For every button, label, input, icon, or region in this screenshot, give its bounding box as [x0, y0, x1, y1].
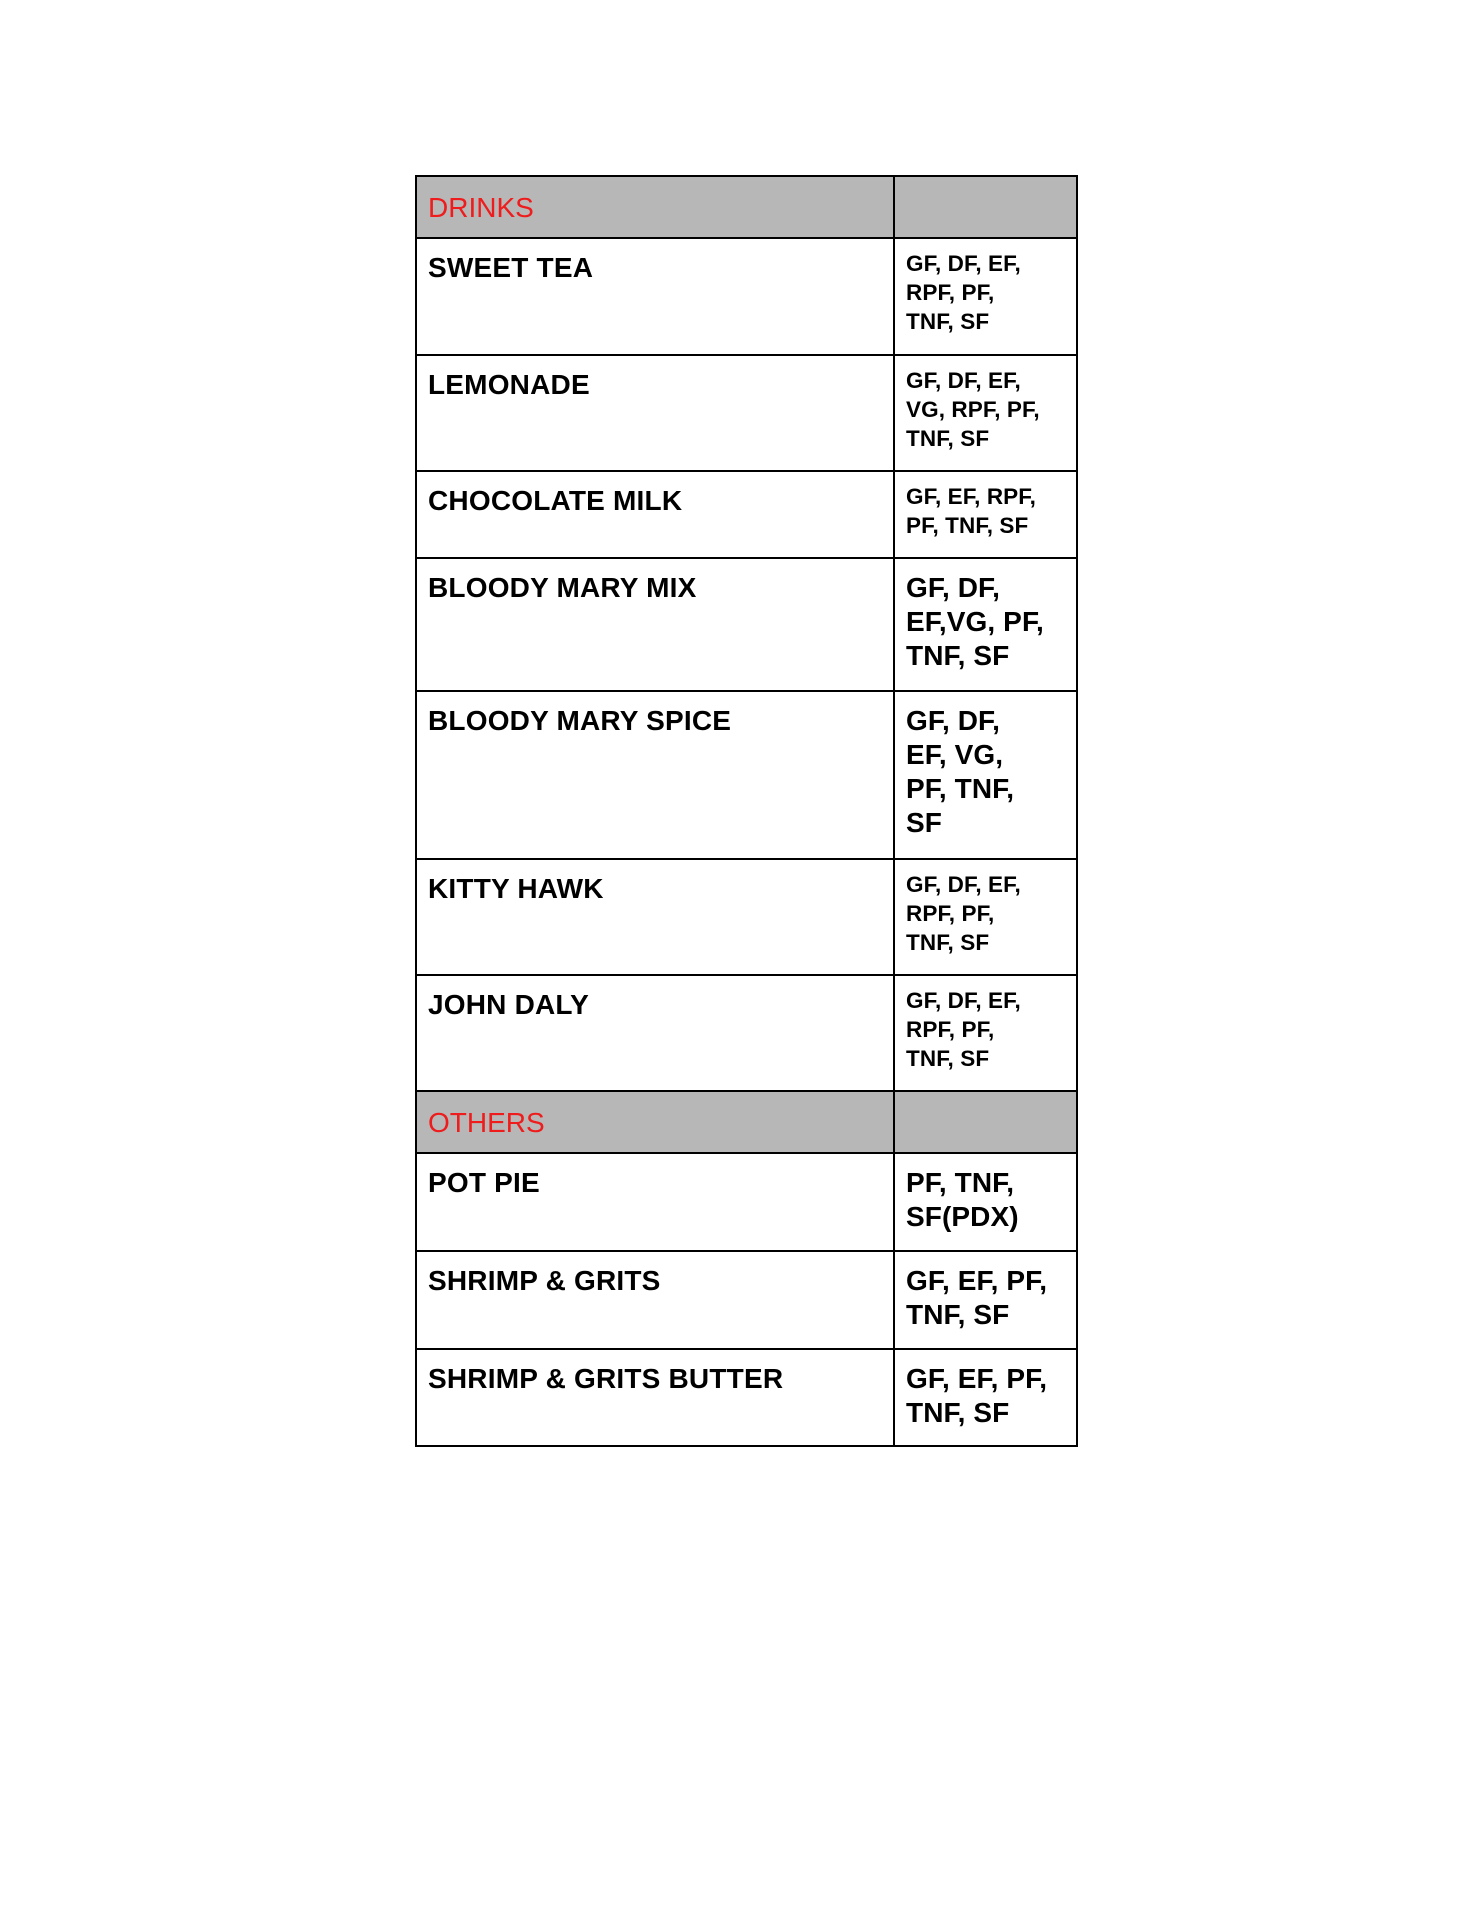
allergen-tag-line: SF [906, 807, 942, 838]
section-header-cell [416, 176, 894, 238]
allergen-tag-line: GF, EF, PF, [906, 1265, 1048, 1296]
item-name: BLOODY MARY SPICE [428, 705, 732, 736]
allergen-tag-line: RPF, PF, [906, 280, 995, 305]
item-name: CHOCOLATE MILK [428, 485, 683, 516]
item-name-cell [416, 355, 894, 471]
item-allergen-tags-cell [894, 1153, 1077, 1251]
allergen-menu-table [415, 175, 1078, 1447]
item-name: POT PIE [428, 1167, 540, 1198]
item-allergen-tags-cell [894, 859, 1077, 975]
allergen-tag-line: GF, DF, [906, 572, 1001, 603]
item-allergen-tags-cell [894, 1251, 1077, 1349]
item-name: SHRIMP & GRITS [428, 1265, 661, 1296]
allergen-tag-line: TNF, SF [906, 426, 990, 451]
item-allergen-tags-cell [894, 558, 1077, 691]
allergen-tag-line: GF, DF, EF, [906, 988, 1021, 1013]
menu-item-row [416, 691, 1077, 859]
item-name-cell [416, 1153, 894, 1251]
item-name: SHRIMP & GRITS BUTTER [428, 1363, 784, 1394]
allergen-tag-line: GF, EF, RPF, [906, 484, 1036, 509]
item-name-cell [416, 1349, 894, 1446]
allergen-tag-line: GF, DF, [906, 705, 1001, 736]
allergen-tag-line: TNF, SF [906, 309, 990, 334]
allergen-tag-line: GF, DF, EF, [906, 872, 1021, 897]
menu-item-row [416, 238, 1077, 355]
item-name: SWEET TEA [428, 252, 594, 283]
menu-item-row [416, 1153, 1077, 1251]
menu-item-row [416, 558, 1077, 691]
allergen-tag-line: TNF, SF [906, 640, 1010, 671]
item-name-cell [416, 975, 894, 1091]
item-name: JOHN DALY [428, 989, 590, 1020]
section-title: DRINKS [428, 192, 534, 223]
section-header-row [416, 176, 1077, 238]
allergen-tag-line: PF, TNF, [906, 773, 1015, 804]
allergen-tag-line: TNF, SF [906, 1397, 1010, 1428]
section-header-empty-cell [894, 176, 1077, 238]
item-allergen-tags-cell [894, 471, 1077, 558]
item-name-cell [416, 558, 894, 691]
item-name-cell [416, 1251, 894, 1349]
allergen-tag-line: VG, RPF, PF, [906, 397, 1040, 422]
allergen-tag-line: RPF, PF, [906, 1017, 995, 1042]
item-allergen-tags-cell [894, 1349, 1077, 1446]
item-name-cell [416, 471, 894, 558]
allergen-tag-line: GF, DF, EF, [906, 368, 1021, 393]
allergen-tag-line: TNF, SF [906, 930, 990, 955]
item-allergen-tags-cell [894, 691, 1077, 859]
allergen-tag-line: GF, EF, PF, [906, 1363, 1048, 1394]
menu-item-row [416, 1251, 1077, 1349]
allergen-tag-line: PF, TNF, SF [906, 513, 1029, 538]
item-allergen-tags-cell [894, 238, 1077, 355]
item-name: KITTY HAWK [428, 873, 604, 904]
item-name-cell [416, 691, 894, 859]
menu-item-row [416, 859, 1077, 975]
allergen-tag-line: SF(PDX) [906, 1201, 1019, 1232]
item-allergen-tags-cell [894, 975, 1077, 1091]
allergen-tag-line: PF, TNF, [906, 1167, 1015, 1198]
allergen-tag-line: RPF, PF, [906, 901, 995, 926]
menu-table-body [416, 176, 1077, 1446]
item-name: BLOODY MARY MIX [428, 572, 697, 603]
section-title: OTHERS [428, 1107, 545, 1138]
menu-item-row [416, 471, 1077, 558]
section-header-row [416, 1091, 1077, 1153]
menu-item-row [416, 355, 1077, 471]
menu-item-row [416, 1349, 1077, 1446]
allergen-tag-line: EF, VG, [906, 739, 1004, 770]
allergen-tag-line: TNF, SF [906, 1299, 1010, 1330]
item-allergen-tags-cell [894, 355, 1077, 471]
allergen-tag-line: TNF, SF [906, 1046, 990, 1071]
item-name-cell [416, 859, 894, 975]
allergen-tag-line: EF,VG, PF, [906, 606, 1044, 637]
item-name-cell [416, 238, 894, 355]
section-header-empty-cell [894, 1091, 1077, 1153]
item-name: LEMONADE [428, 369, 590, 400]
section-header-cell [416, 1091, 894, 1153]
allergen-tag-line: GF, DF, EF, [906, 251, 1021, 276]
menu-item-row [416, 975, 1077, 1091]
